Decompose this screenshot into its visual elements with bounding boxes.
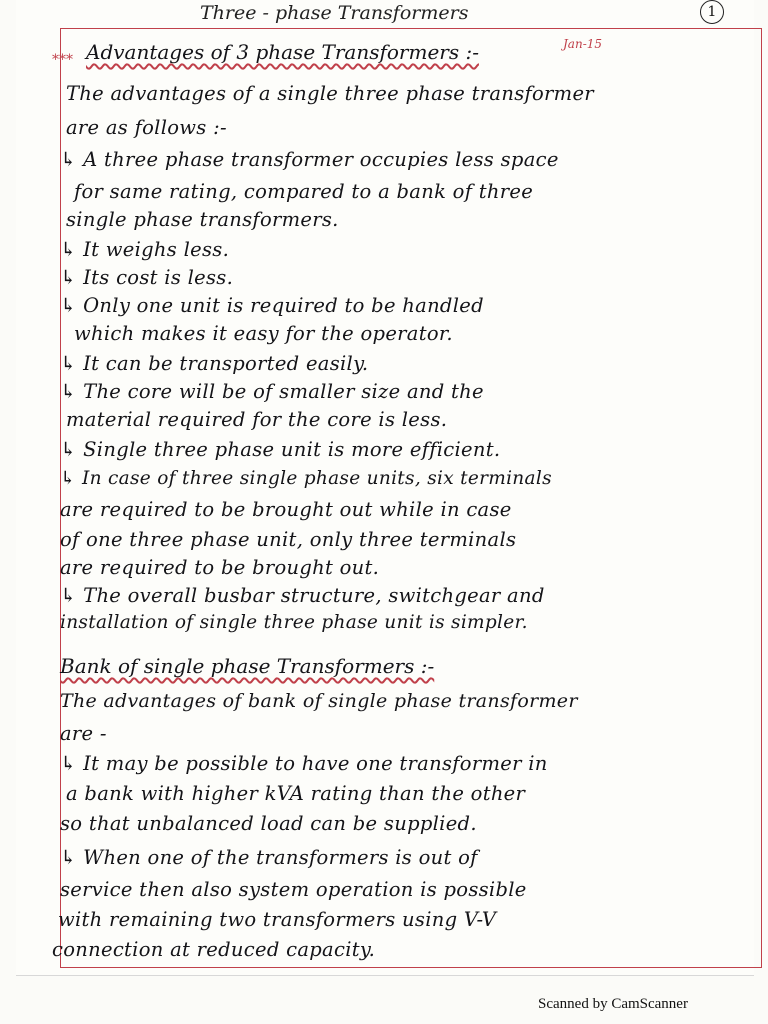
text-line: ↳ Single three phase unit is more efficient. <box>60 438 501 461</box>
text-line: The advantages of bank of single phase transformer <box>60 690 578 712</box>
scanner-watermark: Scanned by CamScanner <box>538 996 688 1012</box>
text-line: ↳ The core will be of smaller size and the <box>60 380 484 403</box>
text-line: are as follows :- <box>66 116 227 139</box>
text-line: installation of single three phase unit is simpler. <box>60 612 528 633</box>
text-line: ↳ The overall busbar structure, switchgear and <box>60 584 545 607</box>
text-line: are required to be brought out while in case <box>60 498 512 521</box>
text-line: ↳ It may be possible to have one transformer in <box>60 752 548 775</box>
text-line: ↳ It weighs less. <box>60 238 230 261</box>
text-line: ↳ A three phase transformer occupies less space <box>60 148 559 171</box>
text-line: for same rating, compared to a bank of three <box>74 180 534 203</box>
page-title: Three - phase Transformers <box>200 2 469 24</box>
section1-heading: Advantages of 3 phase Transformers :- <box>86 40 479 64</box>
text-line: ↳ Its cost is less. <box>60 266 234 289</box>
text-line: are required to be brought out. <box>60 556 380 579</box>
text-line: ↳ It can be transported easily. <box>60 352 369 375</box>
text-line: connection at reduced capacity. <box>52 938 376 961</box>
page-number: 1 <box>700 0 724 24</box>
date-note: Jan-15 <box>563 37 603 51</box>
text-line: ↳ In case of three single phase units, six terminals <box>60 468 552 489</box>
text-line: which makes it easy for the operator. <box>74 322 453 345</box>
text-line: so that unbalanced load can be supplied. <box>60 812 477 835</box>
text-line: of one three phase unit, only three terminals <box>60 528 517 551</box>
text-line: The advantages of a single three phase transformer <box>66 82 594 105</box>
section2-heading: Bank of single phase Transformers :- <box>60 654 435 678</box>
text-line: ↳ When one of the transformers is out of <box>60 846 478 869</box>
importance-stars: *** <box>52 52 73 68</box>
text-line: service then also system operation is possible <box>60 878 527 901</box>
text-line: with remaining two transformers using V-V <box>58 908 497 931</box>
text-line: material required for the core is less. <box>66 408 448 431</box>
text-line: single phase transformers. <box>66 208 339 231</box>
text-line: ↳ Only one unit is required to be handled <box>60 294 484 317</box>
text-line: a bank with higher kVA rating than the other <box>66 782 526 805</box>
text-line: are - <box>60 722 107 745</box>
